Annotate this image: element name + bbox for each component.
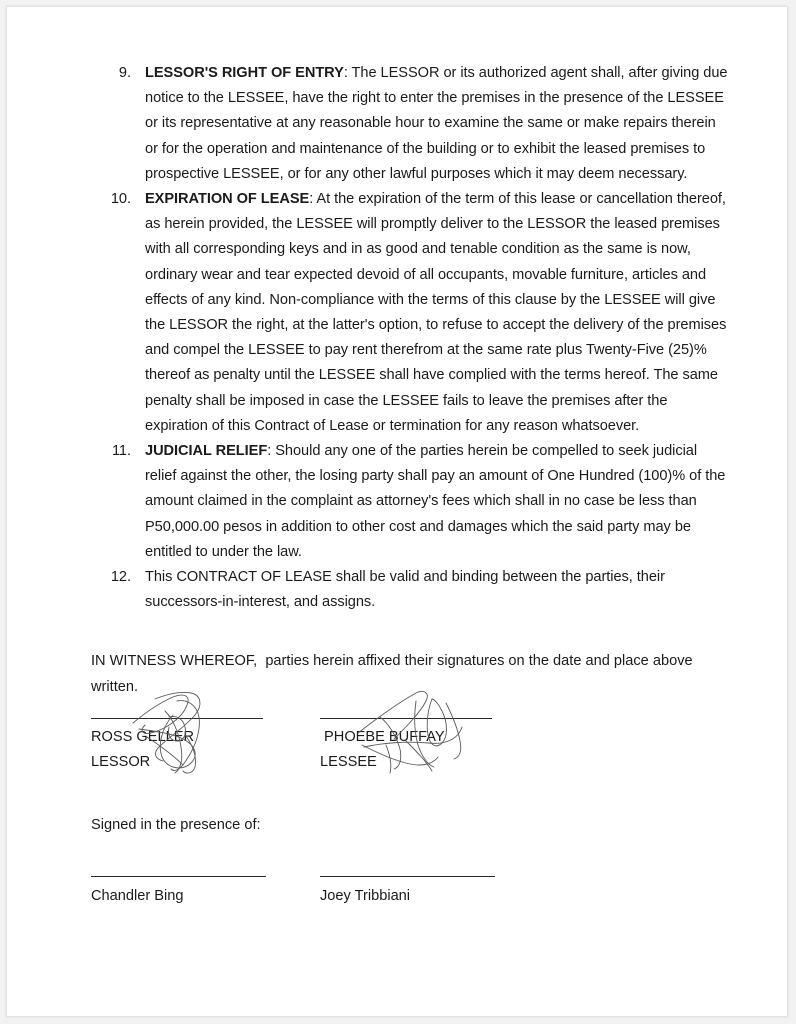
signatory-role: LESSEE: [320, 754, 377, 771]
witness-signature-line: [320, 876, 495, 877]
signatory-role: LESSOR: [91, 754, 151, 771]
witness-row: [91, 876, 731, 909]
clause-item: [91, 439, 731, 565]
clause-item: [91, 187, 731, 439]
clause-list: [91, 61, 731, 615]
clause-body: : At the expiration of the term of this lease or cancellation thereof, as herein provided, the LESSEE will promptly deliver to the LESSOR the leased premises with all corresponding keys and in as good and tenable condition as the same is now, ordinary wear and tear expected devoid of all occupants, movable furniture, articles and effects of any kind. Non-compliance with the terms of this clause by the LESSEE will give the LESSOR the right, at the latter's option, to refuse to accept the delivery of the premises and compel the LESSEE to pay rent therefrom at the same rate plus Twenty-Five (25)% thereof as penalty until the LESSEE shall have complied with the terms hereof. The same penalty shall be imposed in case the LESSEE fails to leave the premises after the expiration of this Contract of Lease or termination for any reason whatsoever.: [145, 191, 727, 434]
witness-block-one: [91, 876, 320, 909]
witness-statement: IN WITNESS WHEREOF, parties herein affixed their signatures on the date and place above written.: [91, 653, 697, 695]
witness-name: Joey Tribbiani: [320, 888, 411, 905]
clause-number: 12.: [110, 569, 131, 586]
clause-heading: EXPIRATION OF LEASE: [145, 191, 310, 208]
signature-row: [91, 718, 731, 775]
clause-item: [91, 61, 731, 187]
clause-number: 11.: [111, 443, 131, 460]
signature-line: [91, 718, 263, 719]
signatory-name: PHOEBE BUFFAY: [320, 728, 445, 745]
clause-heading: JUDICIAL RELIEF: [145, 443, 268, 460]
document-body: [91, 61, 731, 910]
witness-signature-line: [91, 876, 266, 877]
signatory-name: ROSS GELLER: [91, 728, 195, 745]
clause-number: 10.: [110, 191, 131, 208]
clause-item: [91, 565, 731, 615]
witness-block-two: [320, 876, 549, 909]
signature-block-lessor: [91, 718, 320, 775]
signature-block-lessee: [320, 718, 549, 775]
witness-name: Chandler Bing: [91, 888, 184, 905]
witness-intro: Signed in the presence of:: [91, 817, 261, 834]
clause-body: This CONTRACT OF LEASE shall be valid and binding between the parties, their successors-in-interest, and assigns.: [145, 569, 665, 611]
clause-body: : Should any one of the parties herein be compelled to seek judicial relief against the other, the losing party shall pay an amount of One Hundred (100)% of the amount claimed in the complaint as attorney's fees which shall in no case be less than P50,000.00 pesos in addition to other cost and damages which the said party may be entitled to under the law.: [145, 443, 726, 560]
clause-number: 9.: [118, 65, 131, 81]
document-page: [6, 6, 788, 1017]
clause-body: : The LESSOR or its authorized agent shall, after giving due notice to the LESSEE, have the right to enter the premises in the presence of the LESSEE or its representative at any reasonable hour to examine the same or make repairs therein or for the operation and maintenance of the building or to exhibit the leased premises to prospective LESSEE, or for any other lawful purposes which it may deem necessary.: [145, 65, 728, 182]
clause-heading: LESSOR'S RIGHT OF ENTRY: [145, 65, 344, 81]
signature-line: [320, 718, 492, 719]
